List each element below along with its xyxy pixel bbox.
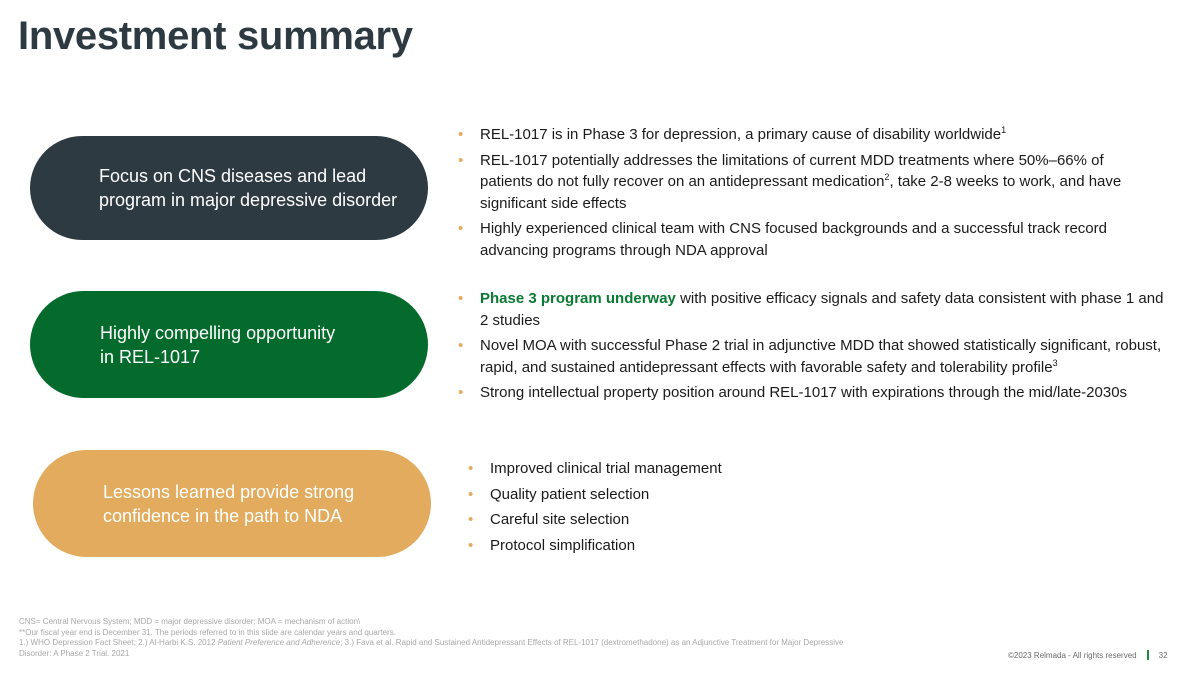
page-number: 32 [1158, 650, 1168, 660]
bullet-item [466, 458, 866, 480]
lessons-pill-text [103, 480, 354, 528]
bullet-item [456, 150, 1156, 215]
bullet-item [456, 335, 1171, 378]
footnote-line: CNS= Central Nervous System; MDD = major depressive disorder; MOA = mechanism of action\ [19, 617, 361, 626]
bullet-text: with positive efficacy signals and safety data consistent with phase 1 and 2 studies [480, 290, 1164, 329]
bullet-text: Careful site selection [490, 511, 630, 528]
bullet-icon: • [458, 126, 464, 143]
bullet-icon: • [458, 337, 464, 354]
bullet-text: Improved clinical trial management [490, 460, 722, 477]
focus-pill-line: Focus on CNS diseases and lead [99, 166, 367, 186]
bullet-item [466, 509, 866, 531]
footnote-text: ; 3.) Fava et al. Rapid and Sustained Antidepressant Effects of REL-1017 (dextromethadone) as an Adjunctive Treatment for Major Depressive [340, 638, 844, 647]
footnote-line: Disorder: A Phase 2 Trial. 2021 [19, 648, 130, 658]
lessons-pill-line: Lessons learned provide strong [103, 481, 355, 502]
bullet-text: Novel MOA with successful Phase 2 trial in adjunctive MDD that showed statistically significant, robust, rapid, and sustained antidepressant effects with favorable safety and tolerability profile [480, 337, 1162, 376]
bullet-text: Quality patient selection [490, 485, 650, 503]
footnote-text: 1.) WHO Depression Fact Sheet; 2.) Al-Harbi K.S. 2012 [19, 638, 218, 647]
footnote-ref: 2 [884, 172, 890, 182]
lessons-pill [33, 450, 431, 557]
footnote-ref: 3 [1052, 357, 1058, 368]
bullet-icon: • [458, 220, 464, 237]
opportunity-pill-line: in REL-1017 [100, 346, 201, 367]
focus-pill-text [99, 164, 397, 212]
footnote-text: Patient Preference and Adherence [217, 638, 341, 647]
highlight-text: Phase 3 program underway [480, 290, 676, 307]
bullet-icon: • [458, 384, 464, 401]
opportunity-bullet-list [456, 288, 1171, 408]
bullet-item [456, 124, 1156, 146]
bullet-icon: • [458, 151, 464, 169]
footnote-ref: 1 [1001, 125, 1007, 135]
footnotes [19, 617, 1009, 659]
bullet-icon: • [468, 485, 474, 503]
bullet-icon: • [468, 536, 474, 554]
bullet-item [456, 382, 1171, 404]
bullet-item [456, 288, 1171, 331]
bullet-icon: • [458, 290, 464, 307]
copyright-text: ©2023 Relmada - All rights reserved [1008, 650, 1137, 660]
focus-pill-line: program in major depressive disorder [99, 190, 398, 210]
focus-pill [30, 136, 428, 240]
opportunity-pill-line: Highly compelling opportunity [100, 322, 336, 343]
bullet-text: Highly experienced clinical team with CNS focused backgrounds and a successful track record advancing programs through NDA approval [480, 220, 1107, 259]
opportunity-pill [30, 291, 428, 398]
bullet-text: REL-1017 is in Phase 3 for depression, a primary cause of disability worldwide [480, 126, 1002, 143]
slide-footer [1008, 650, 1168, 660]
footnote-line: **Our fiscal year end is December 31. The periods referred to in this slide are calendar years and quarters. [19, 627, 396, 637]
bullet-icon: • [468, 460, 474, 477]
footer-divider [1147, 650, 1149, 660]
bullet-text: , take 2-8 weeks to work, and have significant side effects [480, 173, 1122, 212]
bullet-text: Strong intellectual property position around REL-1017 with expirations through the mid/late-2030s [480, 384, 1128, 401]
bullet-text: REL-1017 potentially addresses the limitations of current MDD treatments where 50%–66% of patients do not fully recover on an antidepressant medication [480, 151, 1104, 190]
bullet-icon: • [468, 511, 474, 528]
lessons-bullet-list [466, 458, 866, 560]
opportunity-pill-text [100, 321, 335, 369]
footnote-line [19, 638, 1009, 649]
bullet-text: Protocol simplification [490, 536, 636, 554]
lessons-pill-line: confidence in the path to NDA [103, 505, 343, 526]
bullet-item [456, 218, 1156, 261]
bullet-item [466, 484, 866, 506]
focus-bullet-list [456, 124, 1156, 265]
bullet-item [466, 535, 866, 557]
slide-title: Investment summary [18, 14, 413, 58]
